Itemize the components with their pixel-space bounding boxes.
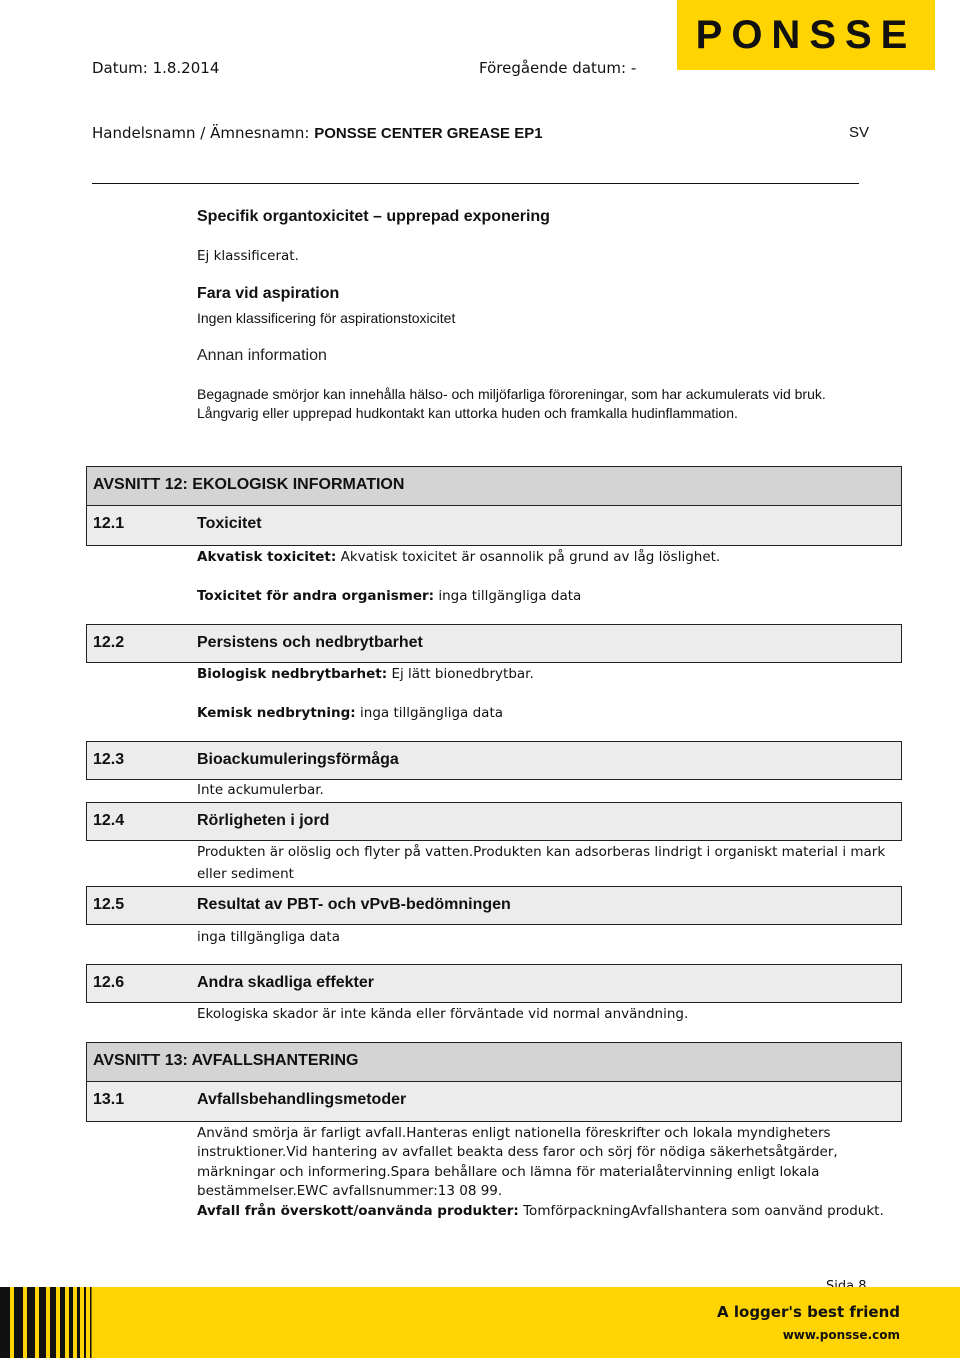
- aquatic-toxicity: [197, 548, 877, 568]
- surplus-waste-value: TomförpackningAvfallshantera som oanvänd produkt.: [518, 1203, 884, 1219]
- subsection-title: Avfallsbehandlingsmetoder: [197, 1091, 407, 1108]
- waste-treatment-line2: instruktioner.Vid hantering av avfallet beakta dess faror och sörj för nödiga säkerhetsåtgärder,: [197, 1144, 838, 1160]
- subsection-number: 12.4: [93, 812, 125, 829]
- chemical-degradation-value: inga tillgängliga data: [355, 705, 504, 721]
- subsection-number: 12.1: [93, 515, 125, 532]
- waste-treatment-line3: märkningar och informering.Spara behållare och lämna för materialåtervinning enligt lokala: [197, 1164, 820, 1180]
- surplus-waste-label: Avfall från överskott/oanvända produkter:: [197, 1203, 519, 1219]
- document-date: Datum: 1.8.2014: [92, 59, 220, 77]
- trade-name-value: PONSSE CENTER GREASE EP1: [314, 125, 543, 142]
- footer-url[interactable]: www.ponsse.com: [782, 1328, 900, 1342]
- soil-mobility-line1: Produkten är olöslig och flyter på vatten.Produkten kan adsorberas lindrigt i organiskt material i mark: [197, 844, 886, 860]
- previous-date: Föregående datum: -: [479, 59, 637, 77]
- other-organisms-value: inga tillgängliga data: [434, 588, 582, 604]
- section12-title: AVSNITT 12: EKOLOGISK INFORMATION: [93, 476, 405, 493]
- aspiration-title: Fara vid aspiration: [197, 285, 340, 302]
- trade-name-label: Handelsnamn / Ämnesnamn:: [92, 124, 315, 142]
- subsection-12-6-header: [86, 964, 902, 1003]
- waste-treatment-line4: bestämmelser.EWC avfallsnummer:13 08 99.: [197, 1183, 503, 1199]
- subsection-13-1-header: [86, 1082, 902, 1122]
- subsection-12-4-header: [86, 802, 902, 841]
- pbt-vpvb-text: inga tillgängliga data: [197, 929, 340, 945]
- stot-repeated-title: Specifik organtoxicitet – upprepad exponering: [197, 208, 550, 225]
- subsection-12-1-header: [86, 506, 902, 546]
- language-code: SV: [849, 124, 870, 141]
- trade-name-line: [92, 124, 543, 143]
- aspiration-text: Ingen klassificering för aspirationstoxicitet: [197, 310, 456, 326]
- waste-treatment-line1: Använd smörja är farligt avfall.Hanteras enligt nationella föreskrifter och lokala myndigheters: [197, 1125, 831, 1141]
- surplus-waste: [197, 1202, 897, 1222]
- subsection-12-2-header: [86, 624, 902, 663]
- subsection-title: Resultat av PBT- och vPvB-bedömningen: [197, 896, 511, 913]
- subsection-12-3-header: [86, 741, 902, 780]
- biodegradability-value: Ej lätt bionedbrytbar.: [387, 666, 534, 682]
- subsection-number: 12.2: [93, 634, 125, 651]
- stot-repeated-text: Ej klassificerat.: [197, 248, 299, 264]
- section13-title: AVSNITT 13: AVFALLSHANTERING: [93, 1052, 359, 1069]
- barcode-stripes-icon: [0, 1287, 120, 1358]
- other-adverse-effects-text: Ekologiska skador är inte kända eller förväntade vid normal användning.: [197, 1006, 689, 1022]
- header-divider: [92, 183, 859, 184]
- subsection-title: Bioackumuleringsförmåga: [197, 751, 399, 768]
- subsection-number: 13.1: [93, 1091, 125, 1108]
- aquatic-toxicity-value: Akvatisk toxicitet är osannolik på grund av låg löslighet.: [336, 549, 721, 565]
- subsection-title: Rörligheten i jord: [197, 812, 330, 829]
- chemical-degradation: [197, 704, 877, 724]
- subsection-title: Persistens och nedbrytbarhet: [197, 634, 423, 651]
- subsection-title: Toxicitet: [197, 515, 262, 532]
- subsection-number: 12.6: [93, 974, 125, 991]
- soil-mobility-line2: eller sediment: [197, 866, 294, 882]
- subsection-number: 12.3: [93, 751, 125, 768]
- logo-text: PONSSE: [695, 12, 917, 57]
- section13-header: [86, 1042, 902, 1082]
- other-info-line2: Långvarig eller upprepad hudkontakt kan uttorka huden och framkalla hudinflammation.: [197, 405, 738, 421]
- biodegradability-label: Biologisk nedbrytbarhet:: [197, 666, 388, 682]
- other-organisms-toxicity: [197, 587, 877, 607]
- bioaccumulation-text: Inte ackumulerbar.: [197, 782, 324, 798]
- section12-header: [86, 466, 902, 506]
- other-info-title: Annan information: [197, 347, 327, 364]
- subsection-title: Andra skadliga effekter: [197, 974, 374, 991]
- other-organisms-label: Toxicitet för andra organismer:: [197, 588, 435, 604]
- other-info-line1: Begagnade smörjor kan innehålla hälso- och miljöfarliga föroreningar, som har ackumulerats vid bruk.: [197, 386, 826, 402]
- subsection-number: 12.5: [93, 896, 125, 913]
- biodegradability: [197, 665, 877, 685]
- footer-slogan: A logger's best friend: [717, 1303, 900, 1321]
- ponsse-logo: [677, 0, 935, 70]
- aquatic-toxicity-label: Akvatisk toxicitet:: [197, 549, 337, 565]
- chemical-degradation-label: Kemisk nedbrytning:: [197, 705, 356, 721]
- subsection-12-5-header: [86, 886, 902, 925]
- footer-band: [0, 1287, 960, 1358]
